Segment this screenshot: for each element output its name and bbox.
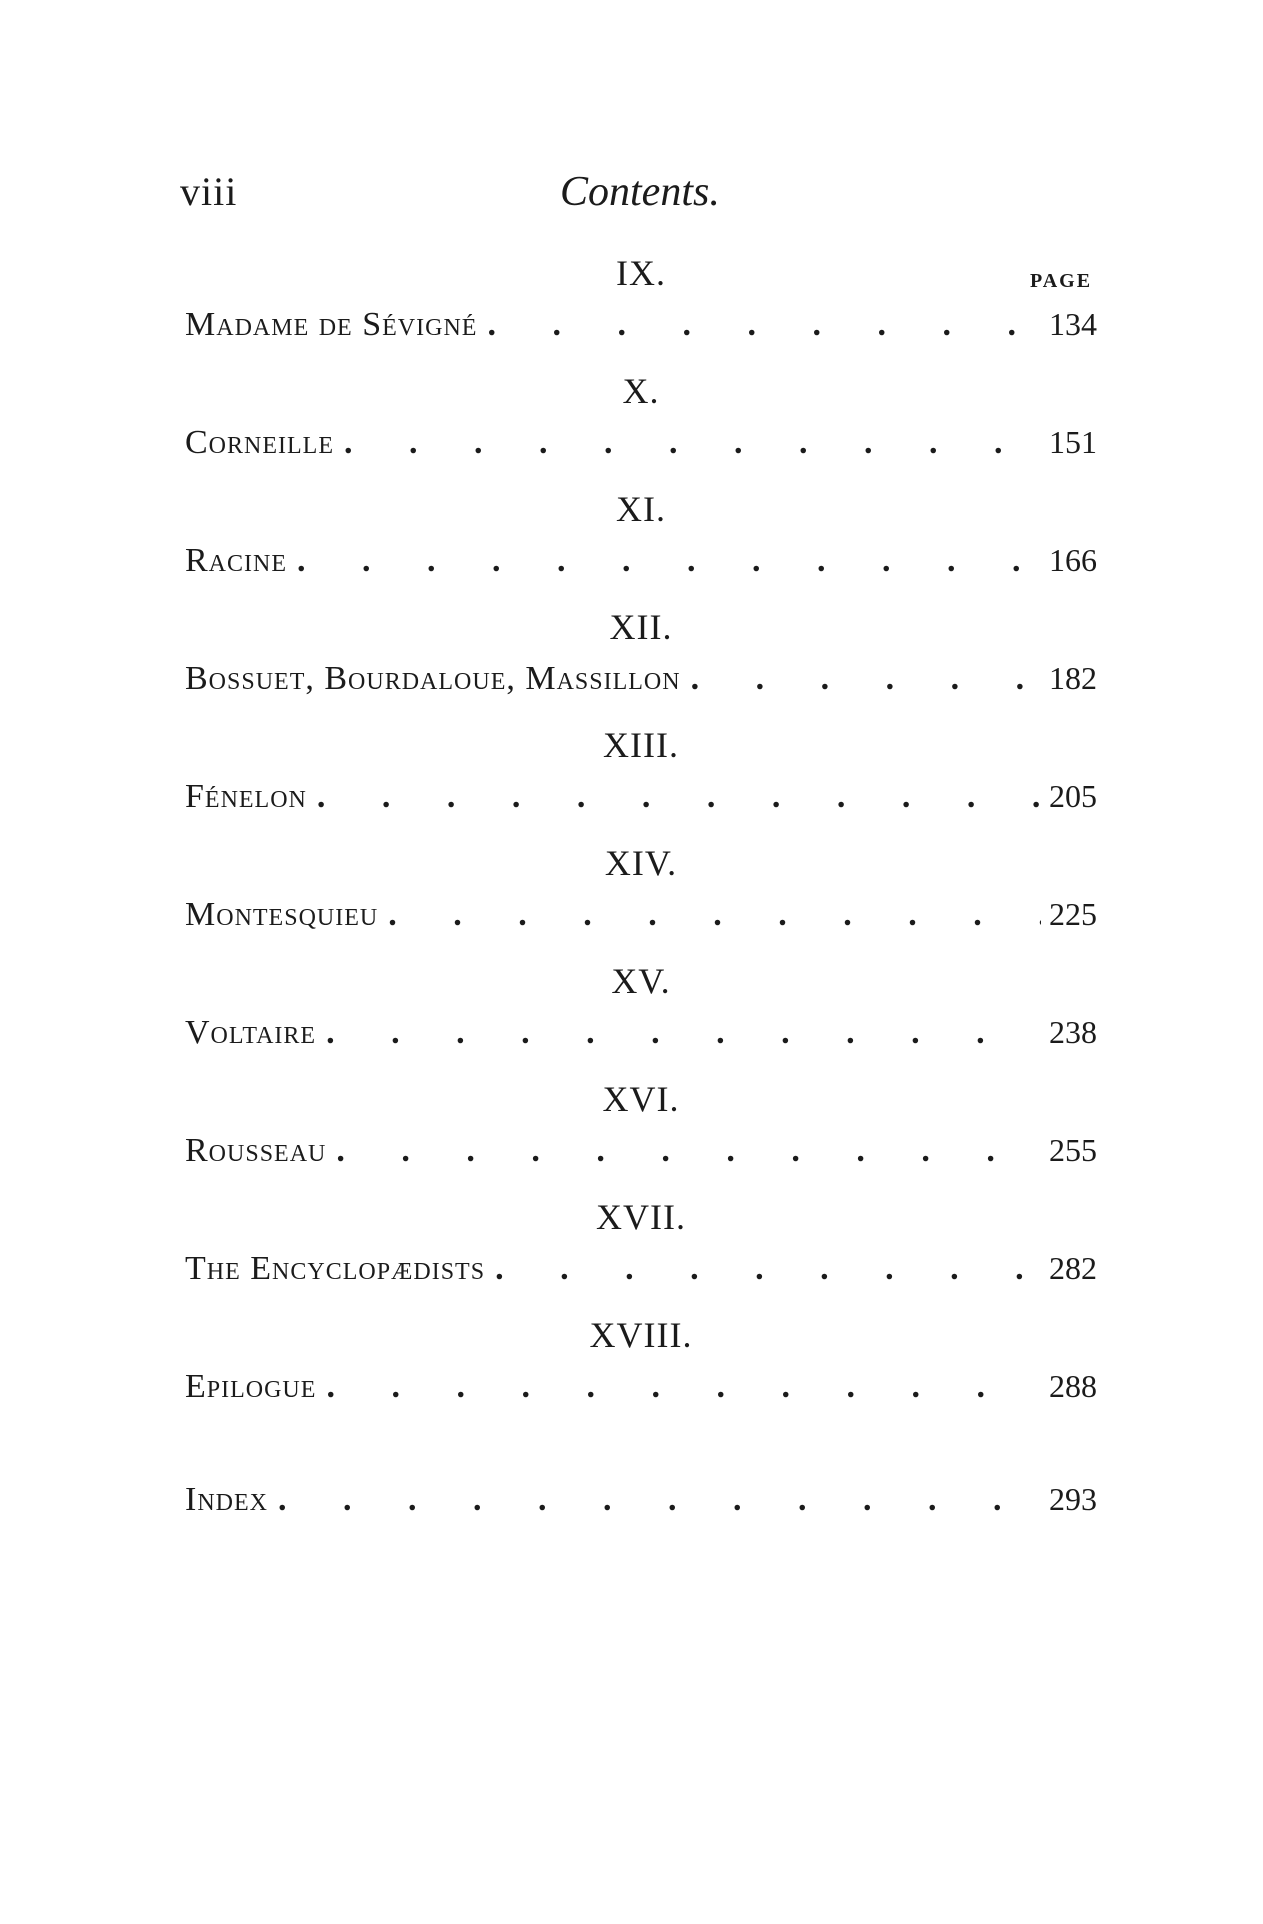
contents-entry xyxy=(185,1078,1097,1196)
contents-entry xyxy=(185,724,1097,842)
contents-entry xyxy=(185,606,1097,724)
page-reference: 288 xyxy=(1049,1368,1097,1404)
page-reference: 151 xyxy=(1049,424,1097,460)
index-entry xyxy=(185,1481,1097,1519)
entry-line xyxy=(185,660,1097,698)
index-title: Index xyxy=(185,1481,268,1518)
contents-entry xyxy=(185,842,1097,960)
chapter-title: Madame de Sévigné xyxy=(185,306,478,343)
page-reference: 293 xyxy=(1049,1481,1097,1517)
chapter-number: XVI. xyxy=(602,1079,680,1119)
chapter-title: Rousseau xyxy=(185,1132,327,1169)
running-title: Contents. xyxy=(560,169,720,215)
dot-leader xyxy=(344,424,1041,462)
page-reference: 134 xyxy=(1049,306,1097,342)
contents-entry xyxy=(185,1196,1097,1314)
contents-entry xyxy=(185,1314,1097,1432)
entry-line xyxy=(185,542,1097,580)
page-reference: 166 xyxy=(1049,542,1097,578)
chapter-number: XVII. xyxy=(596,1197,686,1237)
contents-entry xyxy=(185,252,1097,370)
chapter-title: Bossuet, Bourdaloue, Massillon xyxy=(185,660,681,697)
dot-leader xyxy=(326,1014,1041,1052)
chapter-number: XI. xyxy=(616,489,666,529)
chapter-number: XV. xyxy=(611,961,671,1001)
dot-leader xyxy=(336,1132,1041,1170)
dot-leader xyxy=(326,1368,1041,1406)
dot-leader xyxy=(388,896,1041,934)
chapter-title: Fénelon xyxy=(185,778,307,815)
contents-entry xyxy=(185,370,1097,488)
page-reference: 205 xyxy=(1049,778,1097,814)
page-reference: 225 xyxy=(1049,896,1097,932)
page-reference: 238 xyxy=(1049,1014,1097,1050)
page-column-label: PAGE xyxy=(1030,270,1093,292)
dot-leader xyxy=(691,660,1041,698)
page-reference: 182 xyxy=(1049,660,1097,696)
chapter-title: Epilogue xyxy=(185,1368,317,1405)
page-number: viii xyxy=(180,169,238,214)
entry-line xyxy=(185,1250,1097,1288)
chapter-number: X. xyxy=(622,371,660,411)
chapter-number: XIV. xyxy=(604,843,678,883)
chapter-number: IX. xyxy=(616,253,666,293)
chapter-title: The Encyclopædists xyxy=(185,1250,486,1287)
entry-line xyxy=(185,424,1097,462)
entry-line xyxy=(185,896,1097,934)
contents-entry xyxy=(185,960,1097,1078)
dot-leader xyxy=(297,542,1041,580)
chapter-number: XVIII. xyxy=(589,1315,693,1355)
chapter-title: Montesquieu xyxy=(185,896,379,933)
contents-list xyxy=(185,252,1097,1432)
entry-line xyxy=(185,778,1097,816)
chapter-number: XIII. xyxy=(603,725,679,765)
dot-leader xyxy=(495,1250,1041,1288)
chapter-title: Racine xyxy=(185,542,288,579)
chapter-title: Voltaire xyxy=(185,1014,317,1051)
entry-line xyxy=(185,1014,1097,1052)
entry-line xyxy=(185,1368,1097,1406)
contents-entry xyxy=(185,488,1097,606)
chapter-title: Corneille xyxy=(185,424,334,461)
dot-leader xyxy=(317,778,1041,816)
dot-leader xyxy=(487,306,1041,344)
page-reference: 255 xyxy=(1049,1132,1097,1168)
page-reference: 282 xyxy=(1049,1250,1097,1286)
entry-line xyxy=(185,1132,1097,1170)
entry-line xyxy=(185,306,1097,344)
dot-leader xyxy=(278,1481,1041,1519)
chapter-number: XII. xyxy=(609,607,673,647)
